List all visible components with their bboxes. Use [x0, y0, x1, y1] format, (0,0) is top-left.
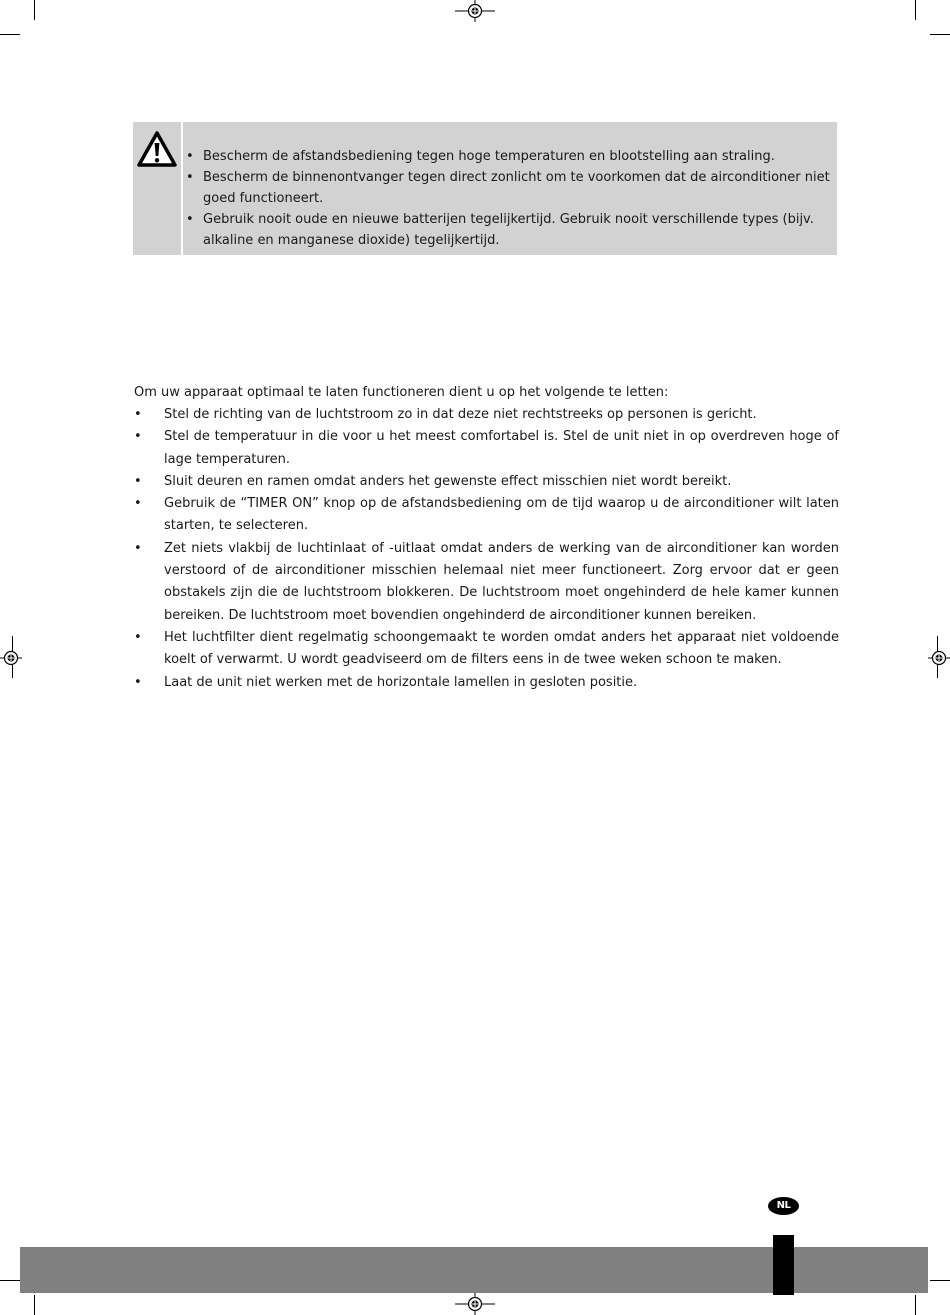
crop-mark: [915, 0, 916, 20]
warning-item: • Gebruik nooit oude en nieuwe batterijen tegelijkertijd. Gebruik nooit verschillende types (bijv. alkaline en manganese dioxide) tegelijkertijd.: [183, 209, 833, 251]
registration-mark-icon: [928, 647, 950, 669]
registration-mark-icon: [455, 1293, 495, 1315]
warning-box: [133, 122, 837, 255]
crop-mark: [34, 0, 35, 20]
crop-mark: [0, 34, 20, 35]
crop-mark: [930, 1280, 950, 1281]
crop-mark: [915, 1295, 916, 1315]
tip-item: • Stel de richting van de luchtstroom zo in dat deze niet rechtstreeks op personen is gericht.: [134, 404, 839, 426]
warning-list: [183, 146, 833, 251]
language-badge: NL: [768, 1197, 799, 1215]
warning-item: • Bescherm de afstandsbediening tegen hoge temperaturen en blootstelling aan straling.: [183, 146, 833, 167]
crop-mark: [930, 34, 950, 35]
registration-mark-icon: [0, 647, 22, 669]
tip-item: • Het luchtfilter dient regelmatig schoongemaakt te worden omdat anders het apparaat niet voldoende koelt of verwarmt. U wordt geadviseerd om de filters eens in de twee weken schoon te maken.: [134, 627, 839, 672]
warning-item: • Bescherm de binnenontvanger tegen direct zonlicht om te voorkomen dat de airconditioner niet goed functioneert.: [183, 167, 833, 209]
crop-mark: [0, 1280, 20, 1281]
crop-mark: [34, 1295, 35, 1315]
tip-item: • Gebruik de “TIMER ON” knop op de afstandsbediening om de tijd waarop u de airconditioner wilt laten starten, te selecteren.: [134, 493, 839, 538]
registration-mark-icon: [455, 0, 495, 22]
tip-item: • Zet niets vlakbij de luchtinlaat of -uitlaat omdat anders de werking van de airconditioner kan worden verstoord of de airconditioner misschien helemaal niet meer functioneert. Zorg ervoor dat er geen obstakels zijn die de luchtstroom blokkeren. De luchtstroom moet ongehinderd de hele kamer kunnen bereiken. De luchtstroom moet bovendien ongehinderd de airconditioner kunnen bereiken.: [134, 538, 839, 627]
tip-item: • Stel de temperatuur in die voor u het meest comfortabel is. Stel de unit niet in op overdreven hoge of lage temperaturen.: [134, 426, 839, 471]
warning-icon-cell: [133, 122, 183, 255]
tips-intro: Om uw apparaat optimaal te laten functioneren dient u op het volgende te letten:: [134, 385, 669, 400]
tips-list: [134, 404, 839, 694]
warning-triangle-icon: [136, 130, 178, 168]
tip-item: • Sluit deuren en ramen omdat anders het gewenste effect misschien niet wordt bereikt.: [134, 471, 839, 493]
footer-tab: [773, 1235, 794, 1295]
tip-item: • Laat de unit niet werken met de horizontale lamellen in gesloten positie.: [134, 672, 839, 694]
